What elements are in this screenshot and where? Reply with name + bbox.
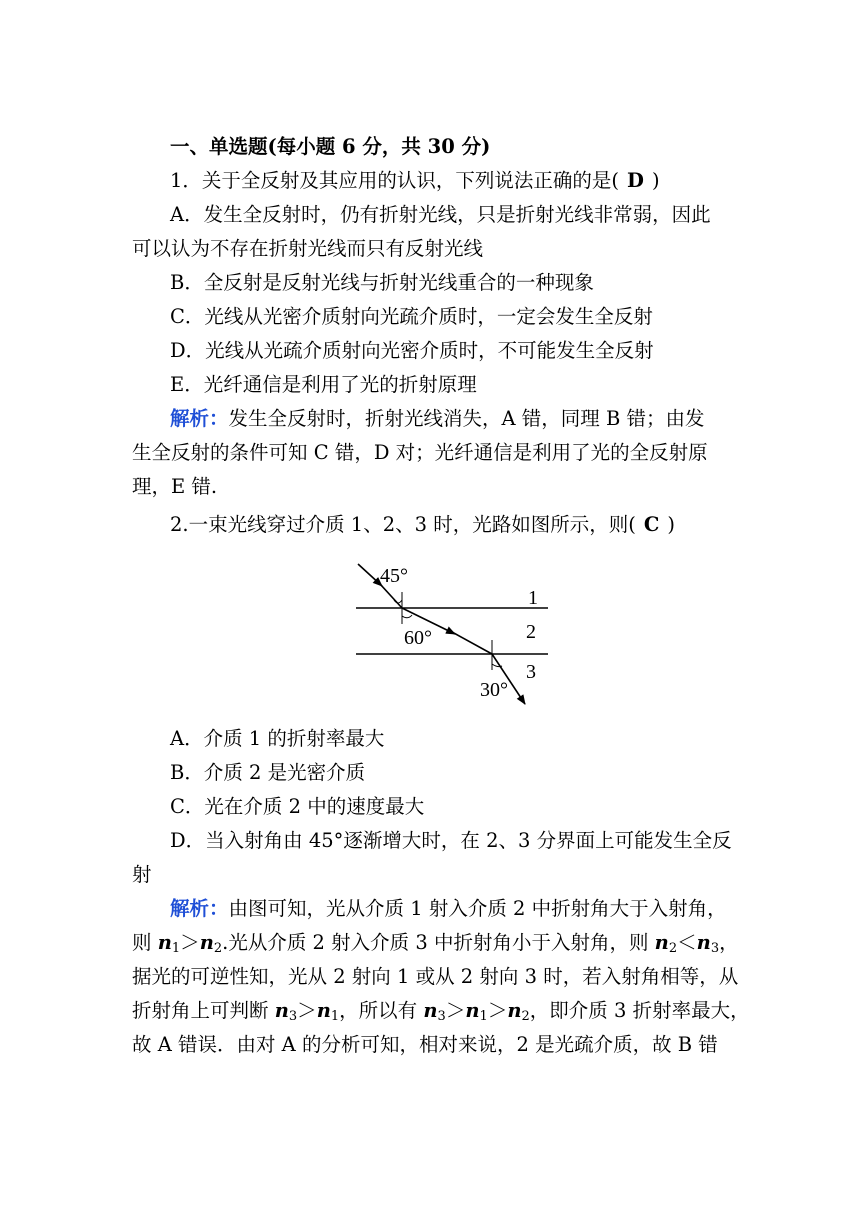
- sub: 2: [521, 1009, 530, 1024]
- var-n: n: [654, 931, 669, 954]
- text: ，即介质 3 折射率最大，: [529, 999, 750, 1022]
- q2-analysis-label: 解析：: [170, 897, 229, 920]
- var-n: n: [465, 999, 480, 1022]
- q1-option-a-line1: A．发生全反射时，仍有折射光线，只是折射光线非常弱，因此: [170, 203, 711, 226]
- q2-analysis-text1: 由图可知，光从介质 1 射入介质 2 中折射角大于入射角，: [228, 897, 727, 920]
- q2-analysis-line4: [132, 994, 750, 1028]
- medium-label-1: 1: [528, 587, 538, 609]
- q2-analysis-line5: 故 A 错误．由对 A 的分析可知，相对来说，2 是光疏介质，故 B 错: [132, 1033, 718, 1056]
- sub: 2: [668, 941, 678, 956]
- q2-option-c: C．光在介质 2 中的速度最大: [170, 795, 425, 818]
- var-n: n: [507, 999, 522, 1022]
- medium-label-2: 2: [526, 621, 536, 643]
- q2-option-a: A．介质 1 的折射率最大: [170, 727, 385, 750]
- q1-analysis-line2: 生全反射的条件可知 C 错，D 对；光纤通信是利用了光的全反射原: [132, 441, 708, 464]
- gt: ＞: [180, 931, 200, 954]
- q1-stem-text: 1．关于全反射及其应用的认识，下列说法正确的是(: [170, 169, 620, 192]
- q1-analysis-text1: 发生全反射时，折射光线消失，A 错，同理 B 错；由发: [228, 407, 705, 430]
- q1-close: ): [651, 169, 660, 192]
- section-title: 一、单选题(每小题 6 分，共 30 分): [170, 135, 491, 158]
- text: 则: [132, 931, 158, 954]
- q1-option-b: B．全反射是反射光线与折射光线重合的一种现象: [170, 271, 594, 294]
- q1-analysis-line1: [170, 402, 705, 436]
- gt: ＞: [445, 999, 466, 1022]
- angle-label-45: 45°: [380, 565, 408, 587]
- q2-option-d-line2: 射: [132, 863, 152, 886]
- angle-arc-30: [492, 664, 502, 667]
- var-n: n: [274, 999, 289, 1022]
- q1-answer: D: [627, 169, 644, 192]
- refracted-ray: [452, 632, 492, 654]
- sub: 3: [437, 1009, 446, 1024]
- var-n: n: [157, 931, 172, 954]
- sub: 3: [288, 1009, 298, 1024]
- q2-stem: [170, 508, 675, 542]
- incident-ray: [380, 584, 402, 608]
- incident-ray-arrow: [358, 564, 382, 586]
- angle-label-60: 60°: [404, 627, 432, 649]
- q1-stem: [170, 164, 660, 198]
- q1-option-d: D．光线从光疏介质射向光密介质时，不可能发生全反射: [170, 339, 654, 362]
- var-n: n: [316, 999, 331, 1022]
- sub: 2: [213, 941, 223, 956]
- gt: ＞: [487, 999, 508, 1022]
- var-n: n: [199, 931, 214, 954]
- text: ，所以有: [339, 999, 424, 1022]
- medium-label-3: 3: [526, 661, 536, 683]
- q1-option-e: E．光纤通信是利用了光的折射原理: [170, 373, 477, 396]
- text: .光从介质 2 射入介质 3 中折射角小于入射角，则: [222, 931, 655, 954]
- sub: 1: [479, 1009, 488, 1024]
- q1-analysis-line3: 理，E 错.: [132, 475, 218, 498]
- q1-option-a-line2: 可以认为不存在折射光线而只有反射光线: [132, 237, 484, 260]
- sub: 1: [171, 941, 181, 956]
- q2-answer: C: [643, 513, 660, 536]
- gt: ＞: [297, 999, 317, 1022]
- sub: 1: [330, 1009, 340, 1024]
- q2-analysis-line2: [132, 926, 739, 960]
- q2-analysis-line1: [170, 892, 727, 926]
- q2-close: ): [667, 513, 675, 536]
- var-n: n: [696, 931, 711, 954]
- q1-analysis-label: 解析：: [170, 407, 229, 430]
- q1-option-c: C．光线从光密介质射向光疏介质时，一定会发生全反射: [170, 305, 653, 328]
- lt: ＜: [677, 931, 697, 954]
- q2-option-d-line1: D．当入射角由 45°逐渐增大时，在 2、3 分界面上可能发生全反: [170, 829, 732, 852]
- q2-stem-text: 2.一束光线穿过介质 1、2、3 时，光路如图所示，则(: [170, 513, 636, 536]
- angle-arc-60: [402, 615, 412, 618]
- var-n: n: [423, 999, 438, 1022]
- text: 折射角上可判断: [132, 999, 275, 1022]
- sub: 3: [710, 941, 720, 956]
- comma: ，: [719, 931, 739, 954]
- light-path-diagram: [352, 558, 562, 716]
- angle-label-30: 30°: [480, 679, 508, 701]
- q2-analysis-line3: 据光的可逆性知，光从 2 射向 1 或从 2 射向 3 时，若入射角相等，从: [132, 965, 739, 988]
- q2-option-b: B．介质 2 是光密介质: [170, 761, 366, 784]
